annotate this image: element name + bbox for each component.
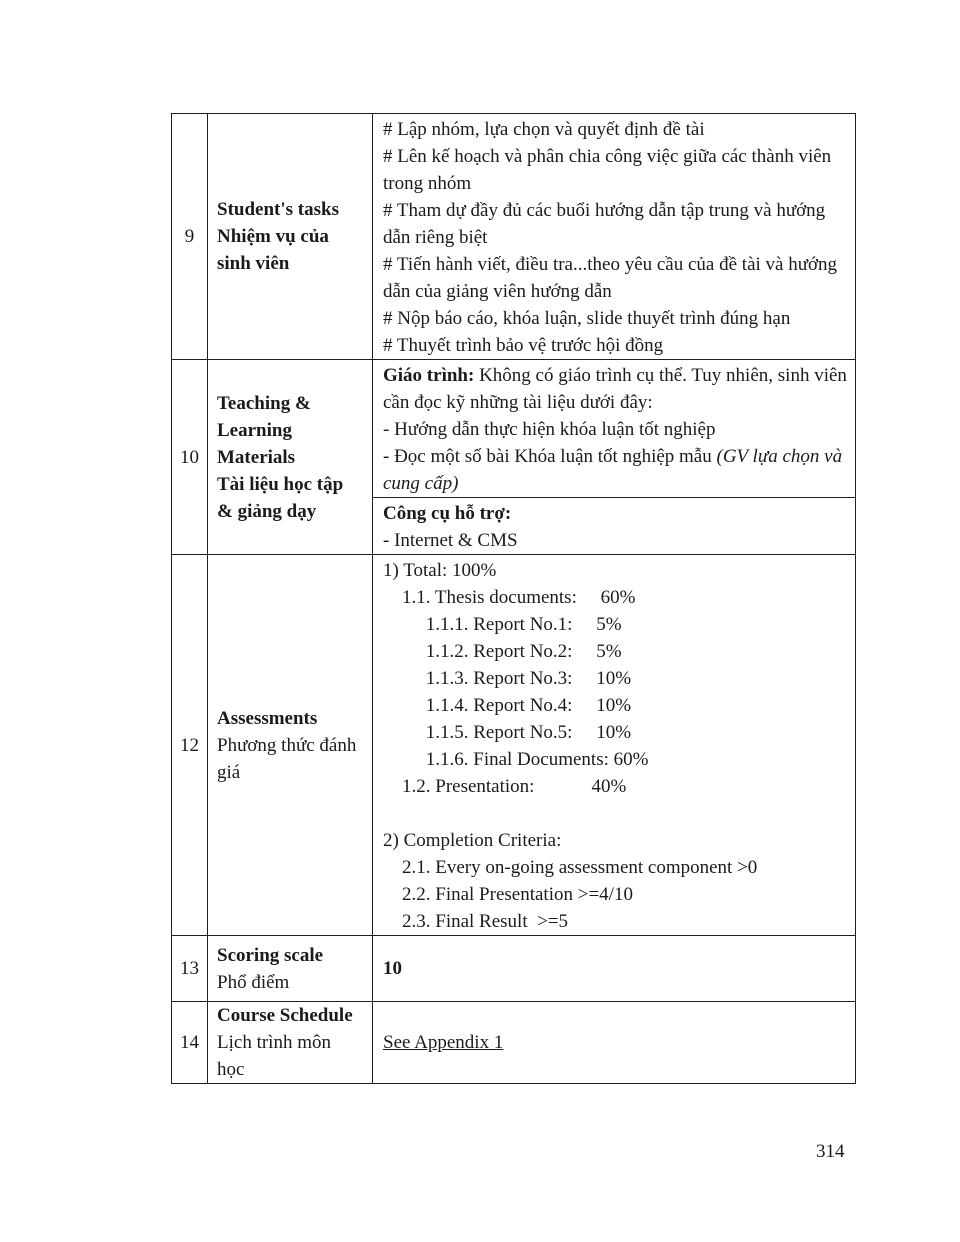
row-12-label bbox=[208, 555, 373, 936]
row-13-label bbox=[208, 936, 373, 1002]
task-line: trong nhóm bbox=[383, 173, 472, 194]
materials-line: cung cấp) bbox=[383, 473, 459, 494]
row-12-label-line: Assessments bbox=[217, 707, 318, 729]
assessment-line: 1.1.2. Report No.2: 5% bbox=[383, 641, 622, 662]
row-14-label-line: Lịch trình môn bbox=[217, 1032, 331, 1053]
materials-line: - Hướng dẫn thực hiện khóa luận tốt nghiệp bbox=[383, 419, 716, 440]
row-10-label-line: Tài liệu học tập bbox=[217, 473, 344, 495]
row-10-number: 10 bbox=[172, 360, 208, 555]
row-9-number: 9 bbox=[172, 114, 208, 360]
table-row-materials bbox=[172, 360, 856, 498]
tools-cell bbox=[373, 498, 856, 555]
assessment-line: 1.1.5. Report No.5: 10% bbox=[383, 722, 632, 743]
scoring-value: 10 bbox=[383, 958, 402, 979]
assessment-line: 1.1. Thesis documents: 60% bbox=[383, 587, 636, 608]
row-14-label-line: Course Schedule bbox=[217, 1005, 353, 1026]
row-12-label-line: Phương thức đánh bbox=[217, 734, 357, 756]
row-9-label-line: Student's tasks bbox=[217, 199, 339, 220]
assessment-line bbox=[383, 800, 849, 827]
row-9-label-line: Nhiệm vụ của bbox=[217, 226, 329, 247]
materials-heading: Giáo trình: bbox=[383, 365, 475, 386]
row-13-label-line: Scoring scale bbox=[217, 944, 324, 966]
task-line: # Tiến hành viết, điều tra...theo yêu cầu của đề tài và hướng bbox=[383, 254, 838, 275]
row-14-label bbox=[208, 1002, 373, 1084]
row-9-content bbox=[373, 114, 856, 360]
assessment-line: 1) Total: 100% bbox=[383, 560, 497, 581]
task-line: # Tham dự đầy đủ các buổi hướng dẫn tập trung và hướng bbox=[383, 200, 826, 221]
table-row-course-schedule bbox=[172, 1002, 856, 1084]
assessment-line: 2.1. Every on-going assessment component >0 bbox=[383, 857, 758, 878]
row-14-number: 14 bbox=[172, 1002, 208, 1084]
task-line: dẫn riêng biệt bbox=[383, 227, 488, 248]
row-13-label-line: Phổ điểm bbox=[217, 971, 290, 993]
row-10-label-line: Teaching & bbox=[217, 392, 311, 414]
tools-line: - Internet & CMS bbox=[383, 530, 518, 551]
appendix-reference: See Appendix 1 bbox=[383, 1032, 504, 1053]
schedule-cell bbox=[373, 1002, 856, 1084]
assessments-cell bbox=[373, 555, 856, 936]
assessment-line: 2) Completion Criteria: bbox=[383, 830, 562, 851]
table-row-students-tasks bbox=[172, 114, 856, 360]
assessment-line: 1.1.6. Final Documents: 60% bbox=[383, 749, 649, 770]
row-9-label bbox=[208, 114, 373, 360]
table-row-assessments bbox=[172, 555, 856, 936]
row-12-number: 12 bbox=[172, 555, 208, 936]
table-row-scoring-scale bbox=[172, 936, 856, 1002]
assessment-line: 2.2. Final Presentation >=4/10 bbox=[383, 884, 633, 905]
row-14-label-line: học bbox=[217, 1059, 245, 1080]
materials-line: - Đọc một số bài Khóa luận tốt nghiệp mẫu (GV lựa chọn và bbox=[383, 446, 843, 467]
course-info-table bbox=[171, 113, 856, 1084]
scoring-cell bbox=[373, 936, 856, 1002]
assessment-line: 1.1.4. Report No.4: 10% bbox=[383, 695, 632, 716]
row-13-number: 13 bbox=[172, 936, 208, 1002]
task-line: # Thuyết trình bảo vệ trước hội đồng bbox=[383, 335, 664, 356]
materials-line: cần đọc kỹ những tài liệu dưới đây: bbox=[383, 392, 653, 413]
assessment-line: 1.1.1. Report No.1: 5% bbox=[383, 614, 622, 635]
task-line: # Lên kế hoạch và phân chia công việc giữa các thành viên bbox=[383, 146, 832, 167]
row-10-label-line: & giảng dạy bbox=[217, 500, 317, 522]
assessment-line: 1.2. Presentation: 40% bbox=[383, 776, 627, 797]
page-number: 314 bbox=[816, 1141, 845, 1162]
task-line: # Lập nhóm, lựa chọn và quyết định đề tài bbox=[383, 119, 705, 140]
row-10-label-line: Learning bbox=[217, 419, 292, 441]
assessment-line: 2.3. Final Result >=5 bbox=[383, 911, 569, 932]
task-line: # Nộp báo cáo, khóa luận, slide thuyết trình đúng hạn bbox=[383, 308, 791, 329]
tools-heading: Công cụ hỗ trợ: bbox=[383, 503, 512, 524]
assessment-line: 1.1.3. Report No.3: 10% bbox=[383, 668, 632, 689]
row-12-label-line: giá bbox=[217, 761, 241, 783]
row-10-label-line: Materials bbox=[217, 446, 296, 468]
row-10-label bbox=[208, 360, 373, 555]
materials-line: Giáo trình: Không có giáo trình cụ thể. Tuy nhiên, sinh viên bbox=[383, 365, 847, 386]
materials-cell bbox=[373, 360, 856, 498]
row-9-label-line: sinh viên bbox=[217, 253, 290, 274]
task-line: dẫn của giảng viên hướng dẫn bbox=[383, 281, 612, 302]
